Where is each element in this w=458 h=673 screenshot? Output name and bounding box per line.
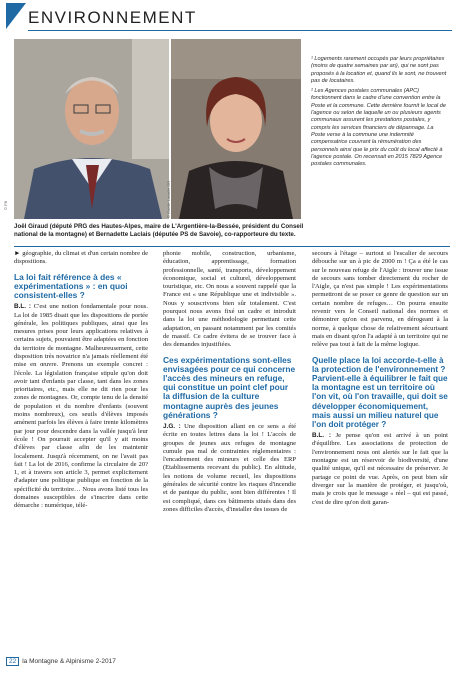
photo-caption: Joël Giraud (député PRG des Hautes-Alpes, maire de L'Argentière-la-Bessée, président du Conseil national de la montagne) et Bernadette Laclais (députée PS de Savoie), co-rapporteure du texte. xyxy=(14,223,304,238)
section-title: ENVIRONNEMENT xyxy=(28,8,197,27)
answer-paragraph: secours à l'étage – surtout si l'escalier de secours débouche sur un à pic de 2000 m ! Ça a été le cas sur le nouveau refuge de l'Aigle : trouver une issue de secours sans tomber directement du rocher de l'Aigle, ça n'est pas simple ! Les expérimentations permettront de se poser ce genre de question sur un certain nombre de refuges… On pourra ensuite revenir vers le Conseil national des normes et démontrer qu'on est parvenu, en dérogeant à la norme, à quelque chose de relativement sécurisant mais en disant qu'on l'a adapté à un territoire qui ne relève pas tout à fait de la même logique. xyxy=(312,250,448,349)
answer-text: C'est une notion fondamentale pour nous. La loi de 1985 disait que les dispositions de portée générale, les politiques publiques, ainsi que les mesures prises pour leurs applications relatives à certains sujets, pouvaient être adaptées en fonction du territoire de montagne. Malheureusement, cette disposition très novatrice n'a jamais réellement été mise en œuvre. Prenons un exemple concret : l'école. La législation française stipule qu'on doit avoir tant d'enfants par classe, tant dans les zones prioritaires, etc., mais elle ne dit rien pour les zones de montagnes. Or, compte tenu de la densité de population et du nombre d'enfants (souvent moins nombreux), ces seuils d'élèves imposés amènent parfois les élèves à faire trente kilomètres par jour pour descendre dans la vallée jusqu'à leur école ! On pourrait accepter qu'il y ait moins d'élèves par classe afin de les maintenir localement. Jusqu'à récemment, on ne l'avait pas fait ! La loi de 2016, confirme la circulaire de 20?1, et à travers son article 3, permet explicitement d'adapter une politique publique en fonction de la spécificité du territoire… Nous avons listé tous les domaines susceptibles de s'inscrire dans cette démarche : numérique, télé- xyxy=(14,303,148,510)
speaker-initials: J.G. : xyxy=(163,422,181,430)
photo-joel-giraud xyxy=(14,39,169,219)
question-heading: Quelle place la loi accorde-t-elle à la protection de l'environnement ? Parvient-elle à équilibrer le fait que la montagne est un territoire où l'on vit, où l'on travaille, qui doit se développer économiquement, mais aussi un milieu naturel que l'on doit protéger ? xyxy=(312,355,448,429)
answer-paragraph xyxy=(312,432,448,507)
header-rule xyxy=(28,30,452,31)
photo-credit-left: © FB xyxy=(3,200,8,210)
photo-bernadette-laclais xyxy=(171,39,301,219)
page-number: 22 xyxy=(6,657,19,666)
answer-paragraph xyxy=(14,303,148,510)
article-column-1 xyxy=(14,250,148,513)
footnote-1: ¹ Logements rarement occupés par leurs propriétaires (moins de quatre semaines par an), qui ne sont pas proposés à la location et, quand ils le sont, ne trouvent pas de locataires. xyxy=(311,56,447,84)
footnotes-sidebar xyxy=(311,56,449,171)
caption-rule xyxy=(14,246,450,247)
answer-paragraph: phonie mobile, construction, urbanisme, éducation, apprentissage, formation professionnelle, santé, transports, développement économique, social et culturel, développement touristique, etc. On nous a souvent rappelé que la France est « une République une et indivisible ». Nous y souscrivons bien sûr totalement. C'est pourquoi nous avons fixé un cadre et introduit dans la loi une méthodologie permettant cette adaptation, en passant notamment par les comités de massif. Ce cadre évitera de se trouver face à des demandes injustifiées. xyxy=(163,250,296,349)
column-intro: ► géographie, du climat et d'un certain nombre de dispositions. xyxy=(14,250,148,266)
article-column-3 xyxy=(312,250,448,509)
article-column-2 xyxy=(163,250,296,516)
speaker-initials: B.L. : xyxy=(312,432,331,440)
answer-text: Une disposition allant en ce sens a été écrite en toutes lettres dans la loi ! L'accès de groupes de jeunes aux refuges de montagne cumule pas mal de contraintes réglementaires : l'encadrement des mineurs et celle des ERP (Etablissements recevant du public). En altitude, les notions de volume recueil, les dispositions générales de sécurité contre les risques d'incendie et de panique du public, sont bien différentes ! Il est compliqué, dans ces bâtiments situés dans des zones difficiles d'accès, d'installer des issues de xyxy=(163,422,296,513)
section-marker-icon xyxy=(6,3,26,29)
page-footer xyxy=(6,657,116,666)
answer-text: Je pense qu'on est arrivé à un point d'équilibre. Les associations de protection de l'environnement nous ont alertés sur le fait que la montagne est un réservoir de biodiversité, d'une qualité unique, qu'il est nécessaire de préserver. Je partage ce point de vue. Après, on peut bien sûr diverger sur la manière de protéger, et jusqu'où, mais je crois que le message « réel – qui est passé, c'est de dire qu'on doit garan- xyxy=(312,432,448,506)
photo-credit-right: © Gaelle Lavaille DR xyxy=(166,180,171,218)
question-heading: Ces expérimentations sont-elles envisagées pour ce qui concerne l'accès des mineurs en refuge, qui constitue un point clef pour la diffusion de la culture montagne auprès des jeunes générations ? xyxy=(163,354,296,420)
question-heading: La loi fait référence à des « expérimentations » : en quoi consistent-elles ? xyxy=(14,271,128,300)
answer-paragraph xyxy=(163,423,296,514)
speaker-initials: B.L. : xyxy=(14,303,32,311)
section-header xyxy=(0,0,458,34)
publication-name: la Montagne & Alpinisme 2-2017 xyxy=(22,658,116,665)
footnote-2: ² Les Agences postales communales (APC) fonctionnent dans le cadre d'une convention entre la Poste et la commune. Cette dernière fournit le local de l'agence ou selon de laquelle un ou plusieurs agents communaux assurent les prestations postales, y compris les services financiers de dépannage. La Poste verse à la commune une indemnité compensatrice couvrant la rémunération des personnels ainsi que le prix du coût du local affecté à l'agence postale. On recensait en 2015 7829 Agence postales communales. xyxy=(311,88,446,168)
